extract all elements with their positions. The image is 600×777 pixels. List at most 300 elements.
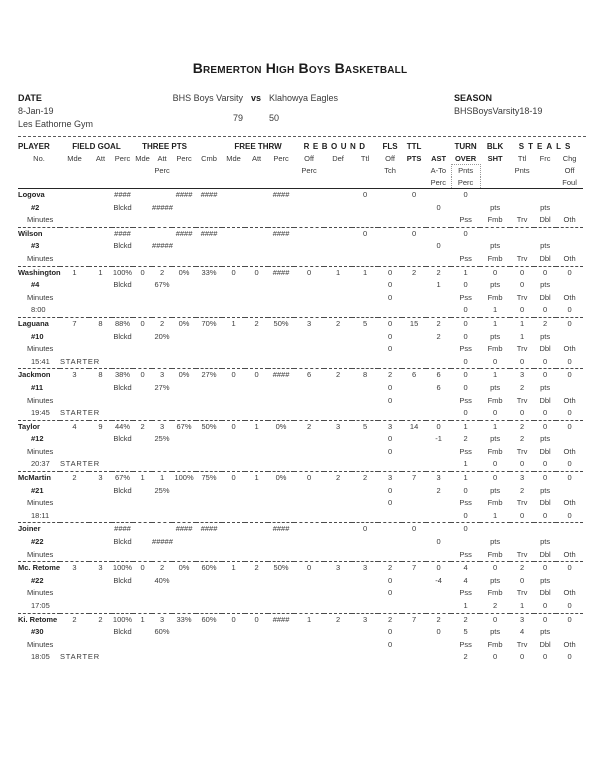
cell-ft_p: [268, 433, 294, 446]
cell-ft_p: [268, 253, 294, 266]
cell-stl: 0: [510, 266, 534, 279]
col-a-to-perc: Perc: [430, 177, 447, 187]
cell-fg_a: [89, 189, 112, 202]
cell-fls: 0: [387, 446, 393, 456]
minutes-value: 15:41: [31, 356, 50, 366]
cell-fls: 0: [387, 627, 393, 637]
minutes-value: 20:37: [31, 459, 50, 469]
cell-fg_m: [60, 575, 89, 588]
cell-rb_o: [294, 523, 324, 536]
pts-label: pts: [490, 202, 501, 212]
cell-fg_p: ####: [112, 227, 133, 240]
cell-fls: [378, 549, 402, 562]
player-no: #12: [31, 434, 44, 444]
col-spacer: [222, 177, 245, 189]
col-spacer: [378, 177, 402, 189]
cell-cmb: 33%: [196, 266, 222, 279]
cell-tp_p: [172, 407, 196, 420]
col-group-rebound: REBOUND: [303, 142, 369, 151]
col-turn: TURN: [454, 142, 477, 151]
col-spacer: [89, 165, 112, 177]
cell-tp_p: [172, 433, 196, 446]
cell-fls: 0: [378, 317, 402, 330]
cell-steal-pnts: [510, 240, 534, 253]
cell-cmb: [196, 626, 222, 639]
cell-fg_m: [60, 536, 89, 549]
pts-label: pts: [540, 575, 551, 585]
cell-ft_a: [245, 639, 268, 652]
cell-chg: 0: [556, 613, 583, 626]
cell-3p-att-perc: #####: [152, 202, 173, 212]
cell-fg_p: 38%: [112, 369, 133, 382]
cell-tp_p: 0%: [172, 369, 196, 382]
cell-to-oth: 0: [567, 459, 572, 469]
cell-rb_o: [294, 626, 324, 639]
col-spacer: [480, 165, 510, 177]
cell-pts: [402, 253, 426, 266]
cell-ft_m: [222, 407, 245, 420]
cell-fg_a: [89, 575, 112, 588]
cell-to-pnts: 0: [463, 382, 468, 392]
cell-blk: 1: [480, 420, 510, 433]
cell-tp_m: 1: [133, 472, 152, 485]
game-meta: [18, 92, 586, 131]
cell-ft_p: [268, 485, 294, 498]
cell-rb_o: [294, 433, 324, 446]
cell-fg_p: ####: [112, 189, 133, 202]
cell-to-oth: 0: [567, 356, 572, 366]
pts-label: pts: [490, 537, 501, 547]
player-no: #21: [31, 485, 44, 495]
trv-label: Trv: [516, 395, 528, 405]
player-name: Mc. Retome: [18, 562, 60, 575]
cell-chg: [556, 433, 583, 446]
cell-fls: [378, 356, 402, 369]
dbl-label: Dbl: [539, 588, 551, 598]
player-no: #10: [31, 331, 44, 341]
cell-fls: [378, 458, 402, 471]
cell-tp_m: [133, 292, 152, 305]
col-3p-att: Att: [157, 153, 167, 163]
cell-ft_a: [245, 497, 268, 510]
cell-stl: 3: [510, 369, 534, 382]
col-spacer: [172, 177, 196, 189]
minutes-value: 18:11: [31, 510, 50, 520]
cell-chg: [556, 279, 583, 292]
cell-pts: [402, 407, 426, 420]
cell-fls: [378, 253, 402, 266]
cell-tp_p: [172, 331, 196, 344]
minutes-label: Minutes: [27, 253, 54, 263]
cell-rb_o: 3: [294, 317, 324, 330]
cell-rb_t: [352, 510, 378, 523]
cell-cmb: ####: [196, 227, 222, 240]
minutes-label: Minutes: [27, 639, 54, 649]
cell-3p-att-perc: #####: [152, 537, 173, 547]
cell-fls: 0: [387, 280, 393, 290]
cell-fls: [378, 510, 402, 523]
cell-frc: [534, 189, 556, 202]
cell-ft_p: [268, 382, 294, 395]
fmb-label: Fmb: [487, 498, 503, 508]
cell-ft_a: [245, 626, 268, 639]
cell-rb_o: [294, 446, 324, 459]
cell-fg_p: [112, 214, 133, 227]
player-block-row: [18, 343, 583, 356]
cell-steal-pnts: 2: [519, 434, 525, 444]
cell-fg_p: [112, 253, 133, 266]
cell-blk: 0: [480, 562, 510, 575]
starter-label: [60, 304, 133, 317]
cell-to-oth: 0: [567, 408, 572, 418]
cell-ast: [426, 446, 451, 459]
cell-3p-att-perc: 60%: [154, 627, 170, 637]
cell-tp_p: 0%: [172, 562, 196, 575]
cell-stl: 3: [510, 613, 534, 626]
cell-tp_m: [133, 587, 152, 600]
pts-label: pts: [490, 241, 501, 251]
cell-fg_a: [89, 202, 112, 215]
cell-tp_a: [152, 458, 172, 471]
cell-ft_m: [222, 523, 245, 536]
cell-rb_d: [324, 651, 352, 664]
cell-rb_d: [324, 446, 352, 459]
cell-tp_m: [133, 356, 152, 369]
cell-ft_m: [222, 575, 245, 588]
cell-chg: [556, 485, 583, 498]
cell-cmb: [196, 575, 222, 588]
cell-to-trv: 0: [519, 356, 525, 366]
cell-steal-pnts: [510, 202, 534, 215]
cell-ft_p: 0%: [268, 420, 294, 433]
pts-label: pts: [540, 537, 551, 547]
minutes-label: Minutes: [27, 292, 54, 302]
col-fouls-off: Off: [385, 153, 396, 163]
minutes-label: Minutes: [27, 215, 54, 225]
player-name: McMartin: [18, 472, 60, 485]
trv-label: Trv: [516, 498, 528, 508]
cell-ft_p: [268, 202, 294, 215]
cell-to-dbl: 0: [542, 459, 548, 469]
cell-tp_p: 100%: [172, 472, 196, 485]
pts-label: pts: [540, 202, 551, 212]
blckd-label: Blckd: [113, 627, 132, 637]
cell-fls: [378, 651, 402, 664]
date-block: [18, 92, 148, 131]
cell-ft_p: [268, 407, 294, 420]
cell-tp_a: [152, 253, 172, 266]
cell-cmb: [196, 536, 222, 549]
cell-tp_m: [133, 382, 152, 395]
cell-cmb: 27%: [196, 369, 222, 382]
player-no: #4: [31, 280, 40, 290]
cell-blk: [480, 523, 510, 536]
dbl-label: Dbl: [539, 253, 551, 263]
cell-fg_p: [112, 446, 133, 459]
cell-fg_p: 67%: [112, 472, 133, 485]
trv-label: Trv: [516, 253, 528, 263]
cell-cmb: 60%: [196, 613, 222, 626]
cell-ft_m: [222, 600, 245, 613]
cell-tp_m: [133, 407, 152, 420]
cell-ft_p: [268, 639, 294, 652]
cell-ft_a: [245, 253, 268, 266]
cell-tp_a: [152, 600, 172, 613]
cell-tp_m: [133, 458, 152, 471]
cell-fg_p: [112, 587, 133, 600]
cell-ft_a: 0: [245, 266, 268, 279]
player-name: Taylor: [18, 420, 60, 433]
cell-pts: [402, 433, 426, 446]
cell-blk: [480, 227, 510, 240]
cell-rb_t: 0: [352, 227, 378, 240]
cell-ft_m: 0: [222, 420, 245, 433]
cell-fg_a: 3: [89, 562, 112, 575]
cell-ft_a: [245, 304, 268, 317]
cell-fg_m: [60, 497, 89, 510]
cell-pts: [402, 536, 426, 549]
player-block-row: [18, 189, 583, 202]
cell-fg_a: [89, 227, 112, 240]
cell-rb_d: 2: [324, 317, 352, 330]
cell-tp_m: [133, 523, 152, 536]
cell-fg_a: 2: [89, 613, 112, 626]
cell-rb_t: 1: [352, 266, 378, 279]
col-spacer: [60, 177, 89, 189]
cell-rb_d: [324, 292, 352, 305]
cell-fg_a: [89, 279, 112, 292]
blckd-label: Blckd: [113, 575, 132, 585]
cell-3p-att-perc: #####: [152, 241, 173, 251]
col-over: OVER: [454, 153, 477, 163]
cell-tp_a: 3: [152, 613, 172, 626]
cell-rb_o: [294, 587, 324, 600]
cell-tp_m: [133, 497, 152, 510]
cell-ft_p: [268, 331, 294, 344]
cell-rb_d: [324, 227, 352, 240]
cell-tp_p: [172, 651, 196, 664]
cell-chg: 0: [556, 472, 583, 485]
dbl-label: Dbl: [539, 215, 551, 225]
cell-chg: [556, 536, 583, 549]
cell-ft_a: [245, 214, 268, 227]
cell-ft_m: [222, 497, 245, 510]
cell-ft_m: [222, 587, 245, 600]
cell-fg_a: 3: [89, 472, 112, 485]
cell-rb_o: [294, 651, 324, 664]
cell-tp_a: [152, 523, 172, 536]
cell-blk: 1: [480, 369, 510, 382]
cell-ft_a: [245, 549, 268, 562]
cell-chg: [556, 331, 583, 344]
cell-pts: [402, 214, 426, 227]
cell-fg_m: [60, 240, 89, 253]
col-to-pnts: Pnts: [451, 165, 480, 177]
cell-rb_d: 3: [324, 562, 352, 575]
cell-tp_p: [172, 485, 196, 498]
cell-to-pnts: [451, 536, 480, 549]
cell-ft_a: [245, 433, 268, 446]
cell-steal-pnts: 2: [519, 382, 525, 392]
cell-ft_p: ####: [268, 369, 294, 382]
cell-rb_o: [294, 304, 324, 317]
cell-cmb: [196, 446, 222, 459]
cell-to-pss: 1: [463, 601, 468, 610]
cell-cmb: [196, 651, 222, 664]
cell-rb_o: [294, 343, 324, 356]
cell-rb_o: [294, 485, 324, 498]
cell-chg: 0: [556, 420, 583, 433]
trv-label: Trv: [516, 446, 528, 456]
pss-label: Pss: [459, 549, 472, 559]
pts-label: pts: [540, 280, 551, 290]
cell-ft_m: [222, 227, 245, 240]
player-block-row: [18, 240, 583, 253]
cell-chg: 0: [556, 562, 583, 575]
cell-pts: [402, 510, 426, 523]
cell-pts: [402, 382, 426, 395]
pts-label: pts: [540, 382, 551, 392]
cell-ft_m: [222, 214, 245, 227]
oth-label: Oth: [563, 253, 576, 263]
cell-ft_m: 1: [222, 562, 245, 575]
pts-label: pts: [540, 331, 551, 341]
cell-rb_t: [352, 458, 378, 471]
cell-cmb: 60%: [196, 562, 222, 575]
total-points: 15: [402, 317, 426, 330]
pss-label: Pss: [459, 292, 472, 302]
cell-fg_m: [60, 639, 89, 652]
trv-label: Trv: [516, 344, 528, 354]
cell-ast: [426, 458, 451, 471]
cell-fg_a: [89, 214, 112, 227]
cell-fls: 2: [378, 613, 402, 626]
player-block-row: [18, 407, 583, 420]
cell-ft_p: 50%: [268, 317, 294, 330]
cell-rb_t: [352, 587, 378, 600]
cell-rb_d: [324, 279, 352, 292]
cell-rb_o: [294, 536, 324, 549]
minutes-label: Minutes: [27, 395, 54, 405]
dbl-label: Dbl: [539, 292, 551, 302]
cell-to: 1: [451, 420, 480, 433]
player-block-row: [18, 651, 583, 664]
cell-tp_m: 0: [133, 317, 152, 330]
cell-rb_o: [294, 575, 324, 588]
cell-steal-pnts: [510, 536, 534, 549]
player-no: #11: [31, 382, 44, 392]
cell-fg_a: [89, 433, 112, 446]
cell-to: 0: [451, 189, 480, 202]
cell-ft_a: 0: [245, 613, 268, 626]
starter-label: [60, 510, 133, 523]
cell-ft_a: [245, 575, 268, 588]
pss-label: Pss: [459, 446, 472, 456]
cell-ast-to: 2: [436, 331, 441, 341]
cell-ft_a: [245, 343, 268, 356]
cell-to-pnts: 2: [463, 434, 468, 444]
cell-ft_m: [222, 189, 245, 202]
cell-tp_a: [152, 189, 172, 202]
cell-stl: 3: [510, 472, 534, 485]
cell-frc: 0: [534, 472, 556, 485]
total-points: 7: [402, 613, 426, 626]
cell-rb_d: [324, 382, 352, 395]
pss-label: Pss: [459, 344, 472, 354]
table-header: [18, 141, 583, 189]
cell-ast: [426, 292, 451, 305]
cell-to-oth: 0: [567, 510, 572, 520]
cell-frc: 2: [534, 317, 556, 330]
cell-rb_t: 0: [352, 189, 378, 202]
col-no: No.: [33, 153, 45, 163]
cell-pts: [402, 458, 426, 471]
cell-fg_m: [60, 433, 89, 446]
col-to-pnts-perc: Perc: [451, 177, 480, 189]
cell-fg_m: 1: [60, 266, 89, 279]
col-fouls: FLS: [382, 142, 398, 151]
cell-ast-to: 6: [436, 382, 441, 392]
cell-ft_a: [245, 587, 268, 600]
cell-tp_a: [152, 651, 172, 664]
player-block-row: [18, 497, 583, 510]
pts-label: pts: [490, 434, 501, 444]
cell-rb_o: [294, 227, 324, 240]
cell-tp_p: [172, 214, 196, 227]
cell-to-trv: 1: [519, 601, 525, 610]
away-team: Klahowya Eagles: [269, 93, 339, 103]
cell-ft_p: ####: [268, 266, 294, 279]
cell-tp_p: [172, 497, 196, 510]
cell-pts: [402, 587, 426, 600]
date-label: DATE: [18, 93, 42, 103]
cell-rb_o: [294, 510, 324, 523]
cell-cmb: 75%: [196, 472, 222, 485]
cell-tp_m: [133, 626, 152, 639]
cell-fg_p: [112, 292, 133, 305]
cell-tp_p: 33%: [172, 613, 196, 626]
cell-tp_a: 2: [152, 266, 172, 279]
cell-tp_p: ####: [172, 189, 196, 202]
starter-label: STARTER: [60, 356, 100, 366]
cell-fg_a: [89, 395, 112, 408]
cell-to-pss: 0: [463, 356, 468, 366]
cell-rb_t: [352, 279, 378, 292]
cell-tp_p: [172, 575, 196, 588]
cell-frc: 0: [534, 420, 556, 433]
cell-ast: [426, 549, 451, 562]
cell-rb_d: 3: [324, 420, 352, 433]
cell-to-fmb: 0: [492, 356, 498, 366]
cell-fls: [378, 523, 402, 536]
col-fg-made: Mde: [67, 153, 82, 163]
cell-cmb: [196, 240, 222, 253]
cell-rb_o: [294, 497, 324, 510]
cell-rb_o: 6: [294, 369, 324, 382]
cell-rb_t: [352, 395, 378, 408]
cell-tp_a: 3: [152, 369, 172, 382]
cell-ft_p: [268, 304, 294, 317]
minutes-value: 19:45: [31, 408, 50, 418]
cell-ft_a: [245, 523, 268, 536]
player-name: Logova: [18, 189, 60, 202]
col-spacer: [133, 177, 152, 189]
cell-blk: 0: [480, 613, 510, 626]
cell-fg_m: 3: [60, 369, 89, 382]
cell-blk: [480, 189, 510, 202]
oth-label: Oth: [563, 344, 576, 354]
cell-ast-to: 1: [436, 280, 441, 290]
